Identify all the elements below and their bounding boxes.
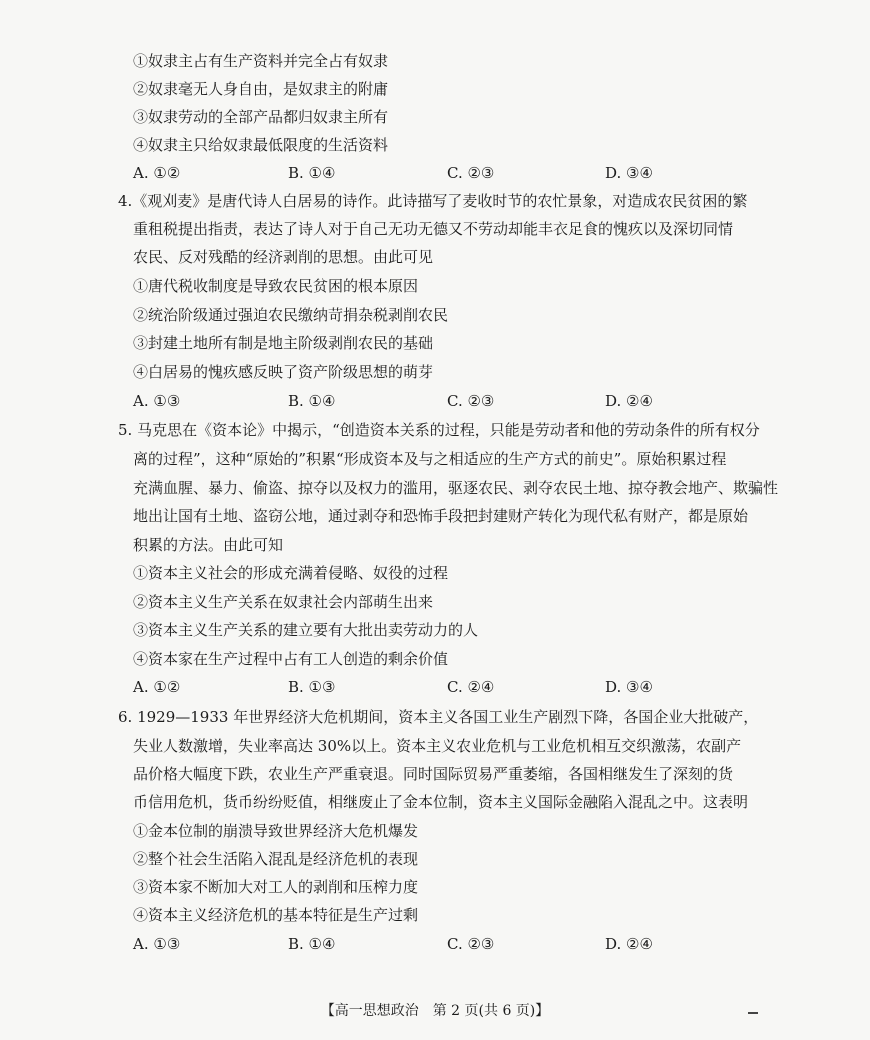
q6-option-4: ④资本主义经济危机的基本特征是生产过剩: [133, 906, 419, 924]
q6-choice-a: A. ①③: [133, 935, 181, 953]
q6-choice-c: C. ②③: [447, 935, 495, 953]
q3-choice-a: A. ①②: [133, 164, 181, 182]
q4-option-3: ③封建土地所有制是地主阶级剥削农民的基础: [133, 334, 434, 352]
q6-choice-d: D. ②④: [605, 935, 653, 953]
q6-choice-b: B. ①④: [288, 935, 336, 953]
q3-choice-d: D. ③④: [605, 164, 653, 182]
q5-option-4: ④资本家在生产过程中占有工人创造的剩余价值: [133, 650, 449, 668]
q4-choice-c: C. ②③: [447, 392, 495, 410]
q5-stem-line-4: 地出让国有土地、盗窃公地，通过剥夺和恐怖手段把封建财产转化为现代私有财产，都是原始: [133, 507, 749, 525]
q4-stem-line-1: 4.《观刈麦》是唐代诗人白居易的诗作。此诗描写了麦收时节的农忙景象，对造成农民贫困的繁: [118, 192, 748, 210]
q5-choice-d: D. ③④: [605, 678, 653, 696]
q6-stem-line-4: 币信用危机，货币纷纷贬值，相继废止了金本位制，资本主义国际金融陷入混乱之中。这表明: [133, 793, 749, 811]
q6-stem-line-1: 6. 1929—1933 年世界经济大危机期间，资本主义各国工业生产剧烈下降，各国企业大批破产，: [118, 708, 759, 726]
q4-choices: [0, 391, 870, 411]
q4-choice-b: B. ①④: [288, 392, 336, 410]
q4-stem-line-2: 重租税提出指责，表达了诗人对于自己无功无德又不劳动却能丰衣足食的愧疚以及深切同情: [133, 220, 734, 238]
q5-option-1: ①资本主义社会的形成充满着侵略、奴役的过程: [133, 564, 449, 582]
q3-choice-c: C. ②③: [447, 164, 495, 182]
q5-stem-line-1: 5. 马克思在《资本论》中揭示，“创造资本关系的过程，只能是劳动者和他的劳动条件的所有权分: [118, 421, 760, 439]
q4-option-1: ①唐代税收制度是导致农民贫困的根本原因: [133, 277, 419, 295]
corner-mark: [748, 1012, 758, 1014]
q3-choice-b: B. ①④: [288, 164, 336, 182]
q6-option-1: ①金本位制的崩溃导致世界经济大危机爆发: [133, 822, 419, 840]
q5-choice-a: A. ①②: [133, 678, 181, 696]
q5-stem-line-3: 充满血腥、暴力、偷盗、掠夺以及权力的滥用，驱逐农民、剥夺农民土地、掠夺教会地产、欺骗性: [133, 479, 779, 497]
q4-choice-a: A. ①③: [133, 392, 181, 410]
q6-choices: [0, 934, 870, 954]
q3-option-1: ①奴隶主占有生产资料并完全占有奴隶: [133, 52, 389, 70]
q6-stem-line-2: 失业人数激增，失业率高达 30%以上。资本主义农业危机与工业危机相互交织激荡，农副产: [133, 737, 742, 755]
q5-choice-c: C. ②④: [447, 678, 495, 696]
q5-stem-line-2: 离的过程”，这种“原始的”积累“形成资本及与之相适应的生产方式的前史”。原始积累过程: [133, 450, 727, 468]
page-footer: 【高一思想政治 第 2 页(共 6 页)】: [320, 1003, 550, 1019]
q5-stem-line-5: 积累的方法。由此可知: [133, 536, 284, 554]
q5-choice-b: B. ①③: [288, 678, 336, 696]
q3-option-2: ②奴隶毫无人身自由，是奴隶主的附庸: [133, 80, 389, 98]
q3-option-3: ③奴隶劳动的全部产品都归奴隶主所有: [133, 108, 389, 126]
q6-option-2: ②整个社会生活陷入混乱是经济危机的表现: [133, 850, 419, 868]
q4-choice-d: D. ②④: [605, 392, 653, 410]
q6-option-3: ③资本家不断加大对工人的剥削和压榨力度: [133, 878, 419, 896]
q4-option-4: ④白居易的愧疚感反映了资产阶级思想的萌芽: [133, 363, 434, 381]
q3-choices: [0, 163, 870, 183]
q6-stem-line-3: 品价格大幅度下跌，农业生产严重衰退。同时国际贸易严重萎缩，各国相继发生了深刻的货: [133, 765, 734, 783]
q4-option-2: ②统治阶级通过强迫农民缴纳苛捐杂税剥削农民: [133, 306, 449, 324]
q5-option-2: ②资本主义生产关系在奴隶社会内部萌生出来: [133, 593, 434, 611]
q5-option-3: ③资本主义生产关系的建立要有大批出卖劳动力的人: [133, 621, 479, 639]
q4-stem-line-3: 农民、反对残酷的经济剥削的思想。由此可见: [133, 248, 434, 266]
q5-choices: [0, 677, 870, 697]
q3-option-4: ④奴隶主只给奴隶最低限度的生活资料: [133, 136, 389, 154]
